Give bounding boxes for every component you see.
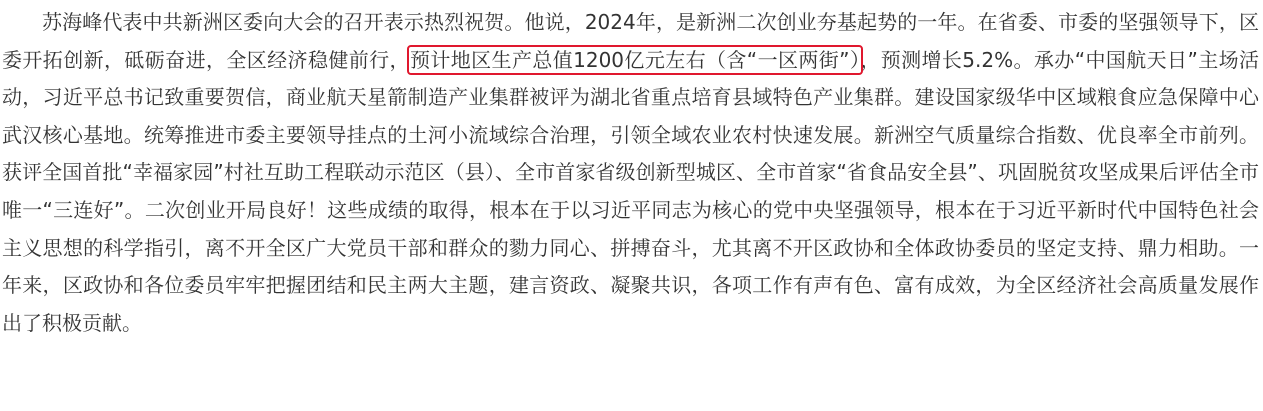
highlighted-gdp-text: 预计地区生产总值1200亿元左右（含“一区两街”） (409, 47, 861, 72)
article-paragraph (2, 4, 1259, 342)
paragraph-text-before: 苏海峰代表中共新洲区委向大会的召开表示热烈祝贺。他说，2024年，是新洲二次创业夯基起势的一年。在省委、市委的坚强领导下，区委开拓创新，砥砺奋进，全区经济稳健前行， (2, 10, 1259, 72)
paragraph-text-after: ，预测增长5.2%。承办“中国航天日”主场活动，习近平总书记致重要贺信，商业航天星箭制造产业集群被评为湖北省重点培育县域特色产业集群。建设国家级华中区域粮食应急保障中心武汉核心基地。统筹推进市委主要领导挂点的土河小流域综合治理，引领全域农业农村快速发展。新洲空气质量综合指数、优良率全市前列。获评全国首批“幸福家园”村社互助工程联动示范区（县）、全市首家省级创新型城区、全市首家“省食品安全县”、巩固脱贫攻坚成果后评估全市唯一“三连好”。二次创业开局良好！这些成绩的取得，根本在于以习近平同志为核心的党中央坚强领导，根本在于习近平新时代中国特色社会主义思想的科学指引，离不开全区广大党员干部和群众的勠力同心、拼搏奋斗，尤其离不开区政协和全体政协委员的坚定支持、鼎力相助。一年来，区政协和各位委员牢牢把握团结和民主两大主题，建言资政、凝聚共识，各项工作有声有色、富有成效，为全区经济社会高质量发展作出了积极贡献。 (2, 47, 1259, 335)
